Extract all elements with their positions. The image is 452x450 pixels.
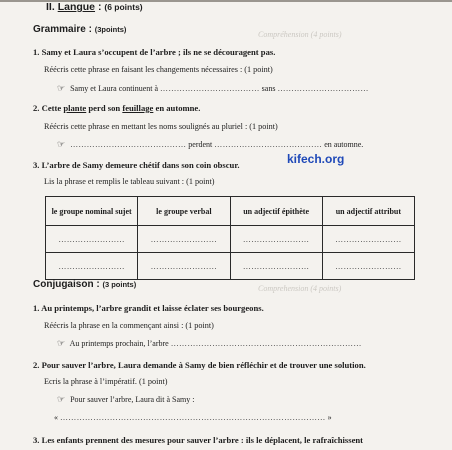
section-points: (6 points) — [104, 2, 143, 12]
grammaire-q1-instruction: Réécris cette phrase en faisant les changements nécessaires : (1 point) — [44, 65, 273, 74]
table-header: le groupe nominal sujet — [46, 197, 138, 226]
pointing-hand-icon: ☞ — [57, 139, 66, 149]
table-cell-blank[interactable]: …………………… — [230, 226, 322, 253]
answer-blank[interactable]: …………………………… — [277, 84, 369, 93]
pointing-hand-icon: ☞ — [57, 394, 66, 404]
question-number: 2. — [33, 103, 40, 113]
watermark: kifech.org — [287, 152, 345, 166]
answer-suffix: en automne. — [324, 140, 364, 149]
title-colon: : — [97, 1, 102, 13]
table-cell-blank[interactable]: …………………… — [46, 226, 138, 253]
conjugaison-q1-instruction: Réécris la phrase en la commençant ainsi : (1 point) — [44, 321, 214, 330]
answer-blank[interactable]: ……………………………… — [160, 84, 260, 93]
grammaire-q1-statement: 1. Samy et Laura s’occupent de l’arbre ; ils ne se découragent pas. — [33, 47, 276, 57]
underlined-noun: plante — [63, 103, 87, 113]
conjugaison-q2-statement: 2. Pour sauver l’arbre, Laura demande à Samy de bien réfléchir et de trouver une solution. — [33, 360, 366, 370]
answer-blank[interactable]: …………………………………………………………………………………… — [60, 413, 326, 422]
grammaire-q2-statement — [33, 103, 200, 113]
table-cell-blank[interactable]: …………………… — [138, 253, 230, 280]
answer-blank[interactable]: …………………………………………………………… — [170, 339, 362, 348]
table-cell-blank[interactable]: …………………… — [46, 253, 138, 280]
conjugaison-q3-statement: 3. Les enfants prennent des mesures pour sauver l’arbre : ils le déplacent, le rafraîchissent — [33, 435, 364, 445]
conjugaison-q1-statement: 1. Au printemps, l’arbre grandit et laisse éclater ses bourgeons. — [33, 303, 264, 313]
grammaire-heading-text: Grammaire : — [33, 24, 92, 35]
bleed-through-text-2: Comprehension (4 points) — [258, 284, 342, 293]
bleed-through-text: Compréhension (4 points) — [258, 30, 342, 39]
section-title-text: Langue — [57, 1, 96, 13]
table-cell-blank[interactable]: …………………… — [322, 253, 414, 280]
conjugaison-points: (3 points) — [102, 280, 137, 289]
table-header-row — [46, 197, 415, 226]
grammaire-q1-answer-line — [57, 83, 369, 94]
underlined-noun: feuillage — [122, 103, 154, 113]
answer-blank[interactable]: …………………………………… — [70, 140, 187, 149]
grammaire-q2-instruction: Réécris cette phrase en mettant les noms soulignés au pluriel : (1 point) — [44, 122, 278, 131]
table-header: un adjectif épithète — [230, 197, 322, 226]
conjugaison-q2-instruction: Ecris la phrase à l’impératif. (1 point) — [44, 377, 168, 386]
answer-middle-word: perdent — [188, 140, 213, 149]
analysis-table — [45, 196, 415, 280]
conjugaison-q2-answer-line — [57, 394, 194, 405]
table-header: un adjectif attribut — [322, 197, 414, 226]
table-row — [46, 253, 415, 280]
conjugaison-heading-text: Conjugaison : — [33, 279, 100, 290]
conjugaison-q2-quote-line — [54, 413, 332, 422]
statement-part: en automne. — [155, 103, 201, 113]
grammaire-heading — [33, 24, 126, 35]
table-cell-blank[interactable]: …………………… — [230, 253, 322, 280]
answer-middle-word: sans — [261, 84, 276, 93]
statement-part: Cette — [41, 103, 62, 113]
grammaire-q3-instruction: Lis la phrase et remplis le tableau suivant : (1 point) — [44, 177, 215, 186]
table-row — [46, 226, 415, 253]
section-title — [46, 1, 143, 13]
grammaire-q2-answer-line — [57, 139, 363, 150]
grammaire-points: (3points) — [94, 25, 127, 34]
table-cell-blank[interactable]: …………………… — [138, 226, 230, 253]
table-header: le groupe verbal — [138, 197, 230, 226]
grammaire-q3-statement: 3. L’arbre de Samy demeure chétif dans son coin obscur. — [33, 160, 240, 170]
conjugaison-q1-answer-line — [57, 338, 362, 349]
answer-blank[interactable]: ………………………………… — [214, 140, 323, 149]
section-number: II. — [46, 1, 55, 13]
answer-prefix: Samy et Laura continuent à — [70, 84, 159, 93]
pointing-hand-icon: ☞ — [57, 338, 66, 348]
answer-prefix: Pour sauver l’arbre, Laura dit à Samy : — [70, 395, 195, 404]
answer-prefix: Au printemps prochain, l’arbre — [69, 339, 169, 348]
pointing-hand-icon: ☞ — [57, 83, 66, 93]
quote-close: » — [327, 413, 332, 422]
table-cell-blank[interactable]: …………………… — [322, 226, 414, 253]
statement-part: perd son — [88, 103, 121, 113]
quote-open: « — [54, 413, 58, 422]
conjugaison-heading — [33, 279, 136, 290]
